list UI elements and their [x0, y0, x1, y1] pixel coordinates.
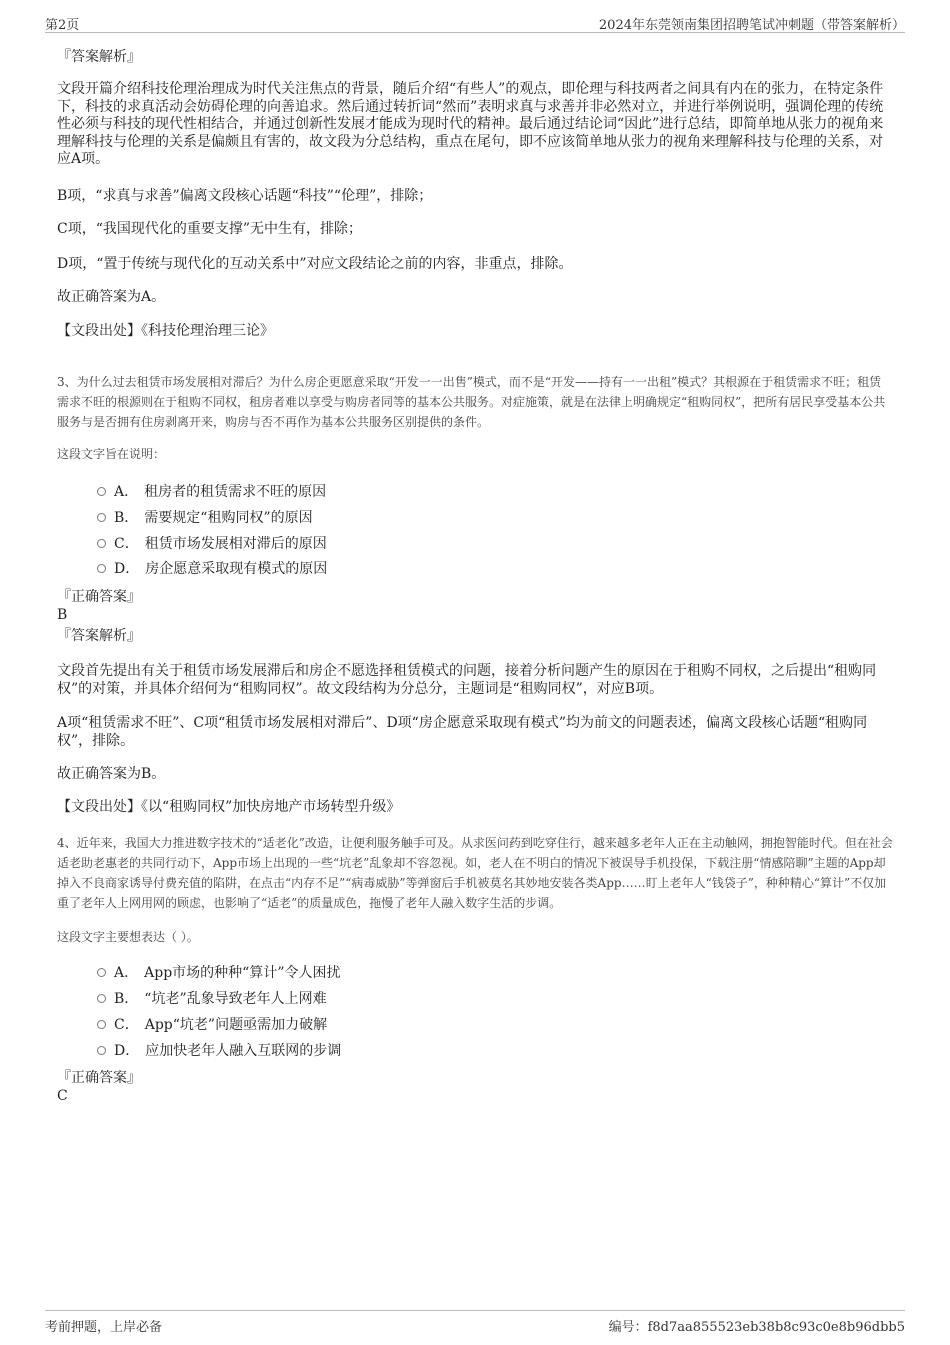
document-title: 2024年东莞领南集团招聘笔试冲刺题（带答案解析）: [598, 18, 905, 33]
q3-option-c[interactable]: C． 租赁市场发展相对滞后的原因: [97, 535, 327, 553]
q2-analysis-paragraph-2: B项，“求真与求善”偏离文段核心话题“科技”“伦理”，排除；: [57, 188, 433, 204]
radio-icon[interactable]: [97, 539, 106, 548]
q2-analysis-paragraph-1: 文段开篇介绍科技伦理治理成为时代关注焦点的背景，随后介绍“有些人”的观点，即伦理与科技两者之间具有内在的张力，在特定条件下，科技的求真活动会妨碍伦理的向善追求。然后通过转折词“然而”表明求真与求善并非必然对立，并进行举例说明，强调伦理的传统性必须与科技的现代性相结合，并通过创新性发展才能成为现时代的精神。最后通过结论词“因此”进行总结，即简单地从张力的视角来理解科技与伦理的关系是偏颇且有害的，故文段为分总结构，重点在尾句，即不应该简单地从张力的视角来理解科技与伦理的关系，对应A项。: [57, 81, 884, 167]
q4-answer: C: [57, 1088, 68, 1104]
radio-icon[interactable]: [97, 564, 106, 573]
footer-slogan: 考前押题，上岸必备: [45, 1320, 163, 1335]
q3-option-d[interactable]: D． 房企愿意采取现有模式的原因: [97, 560, 327, 578]
radio-icon[interactable]: [97, 1020, 106, 1029]
radio-icon[interactable]: [97, 487, 106, 496]
q3-analysis-paragraph-2: A项“租赁需求不旺”、C项“租赁市场发展相对滞后”、D项“房企愿意采取现有模式”均为前文的问题表述，偏离文段核心话题“租购同权”，排除。: [57, 715, 868, 749]
page-number: 第2页: [45, 18, 80, 33]
page-footer: [45, 1310, 905, 1335]
radio-icon[interactable]: [97, 1046, 106, 1055]
q4-prompt: 这段文字主要想表达（ ）。: [57, 930, 199, 944]
q2-analysis-paragraph-3: C项，“我国现代化的重要支撑”无中生有，排除；: [57, 221, 363, 237]
q3-answer: B: [57, 607, 68, 623]
q3-option-b[interactable]: B． 需要规定“租购同权”的原因: [97, 509, 313, 527]
q3-analysis-paragraph-1: 文段首先提出有关于租赁市场发展滞后和房企不愿选择租赁模式的问题，接着分析问题产生的原因在于租购不同权，之后提出“租购同权”的对策，并具体介绍何为“租购同权”。故文段结构为分总分，主题词是“租购同权”，对应B项。: [57, 663, 877, 697]
q3-prompt: 这段文字旨在说明：: [57, 447, 166, 461]
q4-answer-label: 『正确答案』: [57, 1070, 141, 1086]
radio-icon[interactable]: [97, 513, 106, 522]
q4-option-a[interactable]: A． App市场的种种“算计”令人困扰: [97, 964, 340, 982]
q3-answer-label: 『正确答案』: [57, 589, 141, 605]
q4-option-d[interactable]: D． 应加快老年人融入互联网的步调: [97, 1042, 341, 1060]
q3-stem: 3、为什么过去租赁市场发展相对滞后？为什么房企更愿意采取“开发一一出售”模式，而不是“开发——持有一一出租”模式？其根源在于租赁需求不旺；租赁需求不旺的根源则在于租购不同权，租房者难以享受与购房者同等的基本公共服务。对症施策，就是在法律上明确规定“租购同权”，把所有居民享受基本公共服务与是否拥有住房剥离开来，购房与否不再作为基本公共服务区别提供的条件。: [57, 375, 886, 429]
q3-option-a[interactable]: A． 租房者的租赁需求不旺的原因: [97, 483, 326, 501]
q3-conclusion: 故正确答案为B。: [57, 766, 166, 782]
q3-source: 【文段出处】《以“租购同权”加快房地产市场转型升级》: [57, 799, 401, 815]
q2-analysis-label: 『答案解析』: [57, 49, 141, 65]
q2-conclusion: 故正确答案为A。: [57, 289, 166, 305]
radio-icon[interactable]: [97, 994, 106, 1003]
q2-analysis-paragraph-4: D项，“置于传统与现代化的互动关系中”对应文段结论之前的内容，非重点，排除。: [57, 256, 573, 272]
q2-source: 【文段出处】《科技伦理治理三论》: [57, 323, 274, 339]
q4-stem: 4、近年来，我国大力推进数字技术的“适老化”改造，让便利服务触手可及。从求医问药到吃穿住行，越来越多老年人正在主动触网，拥抱智能时代。但在社会适老助老惠老的共同行动下，App市场上出现的一些“坑老”乱象却不容忽视。如，老人在不明白的情况下被误导手机投保，下载注册“情感陪聊”主题的App却掉入不良商家诱导付费充值的陷阱，在点击“内存不足”“病毒威胁”等弹窗后手机被莫名其妙地安装各类App……盯上老年人“钱袋子”，种种精心“算计”不仅加重了老年人上网用网的顾虑，也影响了“适老”的质量成色，拖慢了老年人融入数字生活的步调。: [57, 836, 893, 910]
radio-icon[interactable]: [97, 968, 106, 977]
q4-option-b[interactable]: B． “坑老”乱象导致老年人上网难: [97, 990, 327, 1008]
document-id: 编号：f8d7aa855523eb38b8c93c0e8b96dbb5: [608, 1320, 905, 1335]
q4-option-c[interactable]: C． App“坑老”问题亟需加力破解: [97, 1016, 327, 1034]
q3-analysis-label: 『答案解析』: [57, 628, 141, 644]
page-header: [45, 12, 905, 33]
